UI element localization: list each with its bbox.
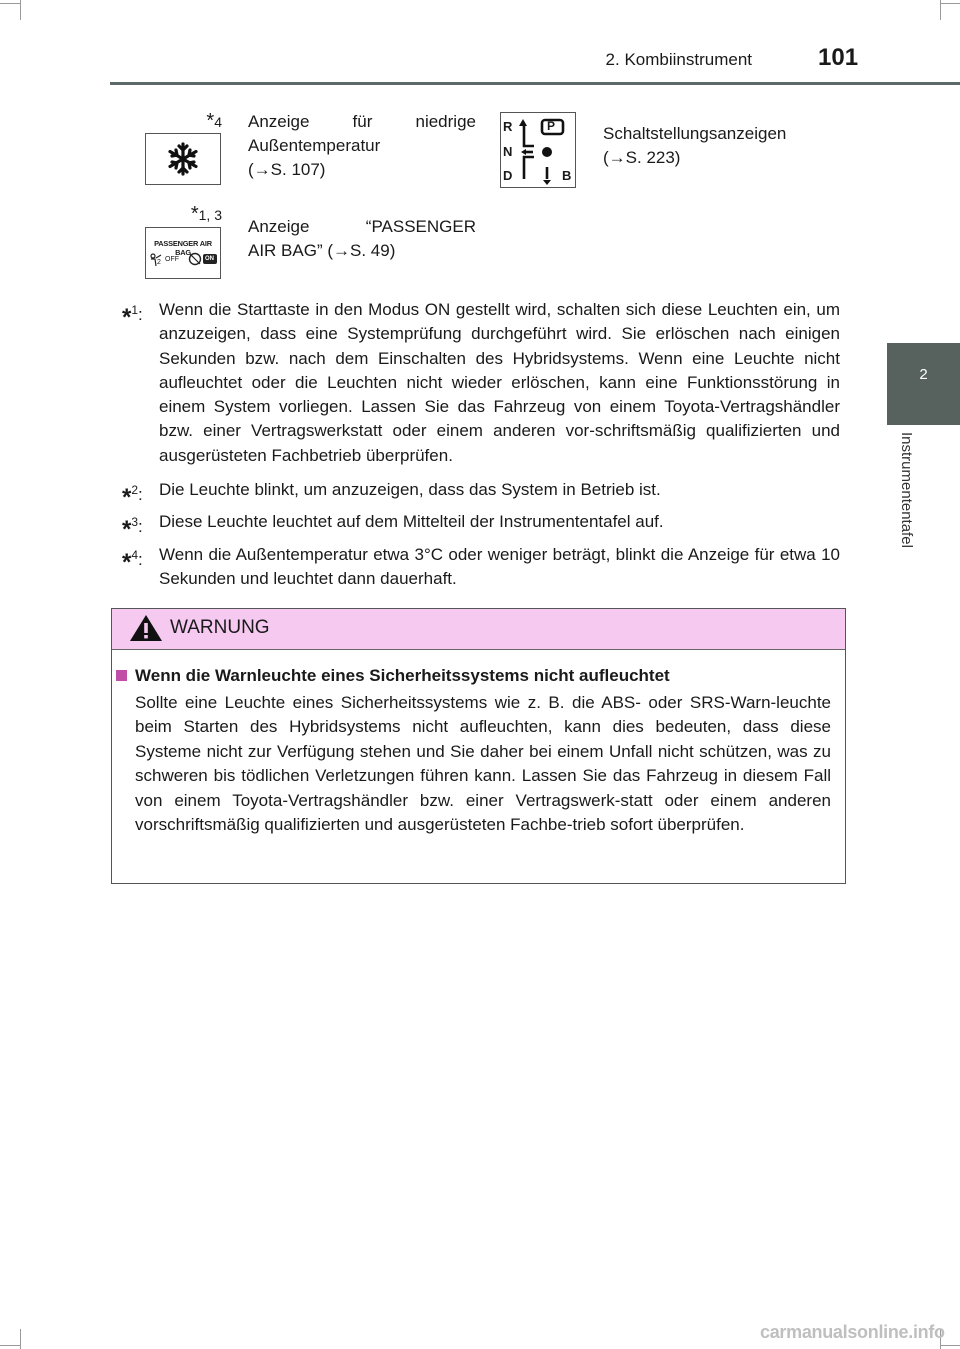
indicator-ref-1-3: *1, 3	[190, 203, 222, 225]
warning-label: WARNUNG	[170, 617, 270, 638]
footnote-4: *$^4$: Wenn die Außentemperatur etwa 3°C oder weniger beträgt, blinkt die Anzeige für etwa 10 Sekunden und leuchtet dann dauerhaft.	[122, 545, 840, 589]
warning-text: Sollte eine Leuchte eines Sicherheitssystems wie z. B. die ABS- oder SRS-Warn-leuchte beim Starten des Hybridsystems nicht aufleuchten, kann dies bedeuten, dass diese Systeme nicht zur Verfügung stehen und Sie daher bei einem Unfall nicht schützen, was zu schweren bis tödlichen Verletzungen führen kann. Lassen Sie das Fahrzeug in diesem Fall von einem Toyota-Vertragshändler bzw. einer Vertragswerk-statt oder einem anderen vorschriftsmäßig qualifizierten und ausgerüsteten Fachbe-trieb sofort überprüfen.	[135, 693, 831, 835]
header-rule	[110, 82, 960, 85]
shift-letter-p: P	[547, 119, 556, 133]
shift-letter-d: D	[503, 168, 513, 183]
footer-watermark: carmanualsonline.info	[760, 1322, 945, 1342]
airbag-icon-on: ON	[205, 256, 214, 262]
shift-letter-b: B	[562, 168, 572, 183]
indicator-text-airbag: Anzeige “PASSENGER AIR BAG” (→S. 49)	[248, 217, 476, 260]
airbag-icon-off: OFF	[165, 256, 179, 263]
warning-triangle-icon	[129, 614, 163, 647]
indicator-text-low-temp: Anzeige für niedrige Außentemperatur (→S. 107)	[248, 112, 476, 179]
shift-position-icon	[500, 112, 576, 188]
footnote-2: *$^2$: Die Leuchte blinkt, um anzuzeigen, dass das System in Betrieb ist.	[122, 480, 661, 511]
indicator-text-shift: Schaltstellungsanzeigen (→S. 223)	[603, 124, 787, 167]
footnote-1: *$^1$: Wenn die Starttaste in den Modus ON gestellt wird, schalten sich diese Leuchten ein, um anzuzeigen, dass eine Systemprüfung durchgeführt wird. Sie erlöschen nach einigen Sekunden bzw. nach dem Einschalten des Hybridsystems. Wenn eine Leuchte nicht aufleuchtet oder die Leuchten nicht wieder erlöschen, kann eine Funktionsstörung in einem System vorliegen. Lassen Sie das Fahrzeug von einem Toyota-Vertragshändler bzw. einer Vertragswerkstatt oder einem anderen vor-schriftsmäßig qualifizierten und ausgerüsteten Fachbetrieb überprüfen.	[122, 300, 840, 465]
shift-letter-n: N	[503, 144, 513, 159]
section-title: 2. Kombiinstrument	[605, 50, 752, 69]
shift-letter-r: R	[503, 119, 513, 134]
passenger-airbag-icon	[145, 227, 221, 279]
airbag-icon-sub: 2	[157, 259, 161, 266]
chapter-tab	[887, 343, 960, 425]
warning-heading: Wenn die Warnleuchte eines Sicherheitssystems nicht aufleuchtet	[116, 666, 670, 686]
indicator-ref-4: *4	[206, 110, 222, 132]
footnote-3: *$^3$: Diese Leuchte leuchtet auf dem Mittelteil der Instrumententafel auf.	[122, 512, 664, 543]
airbag-icon-title: PASSENGER AIR BAG	[154, 239, 212, 257]
page-number: 101	[818, 44, 859, 71]
warning-bullet-icon	[116, 670, 127, 681]
snowflake-icon	[145, 133, 221, 185]
chapter-number: 2	[919, 366, 928, 383]
chapter-label: Instrumententafel	[898, 432, 915, 548]
